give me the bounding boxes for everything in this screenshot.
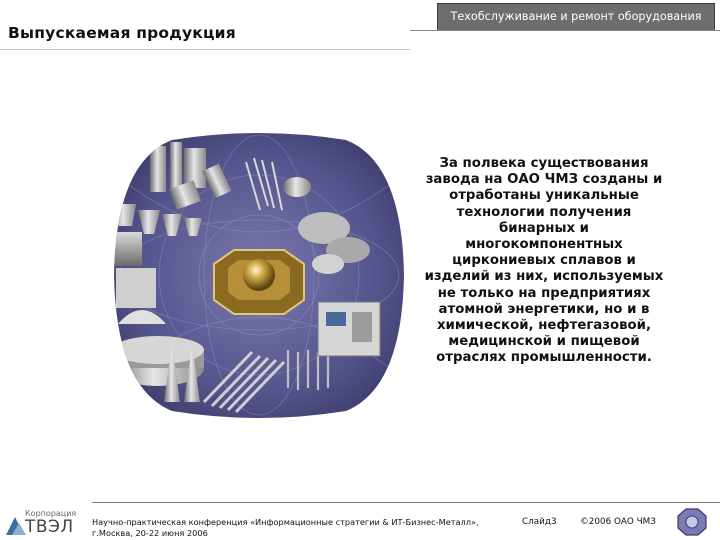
text-line: отраслях промышленности. bbox=[436, 350, 652, 366]
logo-caption: Корпорация bbox=[25, 509, 77, 518]
description-text bbox=[394, 156, 694, 367]
text-line: не только на предприятиях bbox=[437, 285, 651, 301]
header bbox=[0, 0, 720, 58]
copyright-text: ©2006 ОАО ЧМЗ bbox=[580, 517, 656, 527]
title-underline bbox=[0, 49, 410, 50]
text-line: атомной энергетики, но и в bbox=[438, 301, 650, 317]
conference-location: г.Москва, 20-22 июня 2006 bbox=[92, 527, 208, 538]
text-line: циркониевых сплавов и bbox=[452, 253, 636, 269]
text-line: технологии получения bbox=[456, 204, 632, 220]
company-emblem-icon bbox=[674, 506, 710, 538]
text-line: бинарных и bbox=[498, 220, 589, 236]
slide-title: Выпускаемая продукция bbox=[8, 24, 236, 42]
conference-line: Научно-практическая конференция «Информационные стратегии & ИТ-Бизнес-Металл», bbox=[92, 517, 479, 527]
logo-name: ТВЭЛ bbox=[25, 517, 74, 537]
text-line: изделий из них, используемых bbox=[424, 269, 664, 285]
text-line: За полвека существования bbox=[439, 156, 649, 171]
text-line: отработаны уникальные bbox=[449, 188, 639, 204]
footer-divider bbox=[92, 502, 720, 503]
products-collage-image bbox=[112, 132, 406, 419]
tab-divider bbox=[410, 30, 720, 31]
slide-number: Слайд3 bbox=[522, 517, 557, 527]
conference-info bbox=[92, 517, 479, 538]
text-line: медицинской и пищевой bbox=[448, 334, 640, 350]
text-line: химической, нефтегазовой, bbox=[436, 318, 652, 334]
text-line: многокомпонентных bbox=[465, 237, 623, 253]
text-line: завода на ОАО ЧМЗ созданы и bbox=[425, 172, 663, 188]
section-tab[interactable]: Техобслуживание и ремонт оборудования bbox=[437, 3, 715, 31]
